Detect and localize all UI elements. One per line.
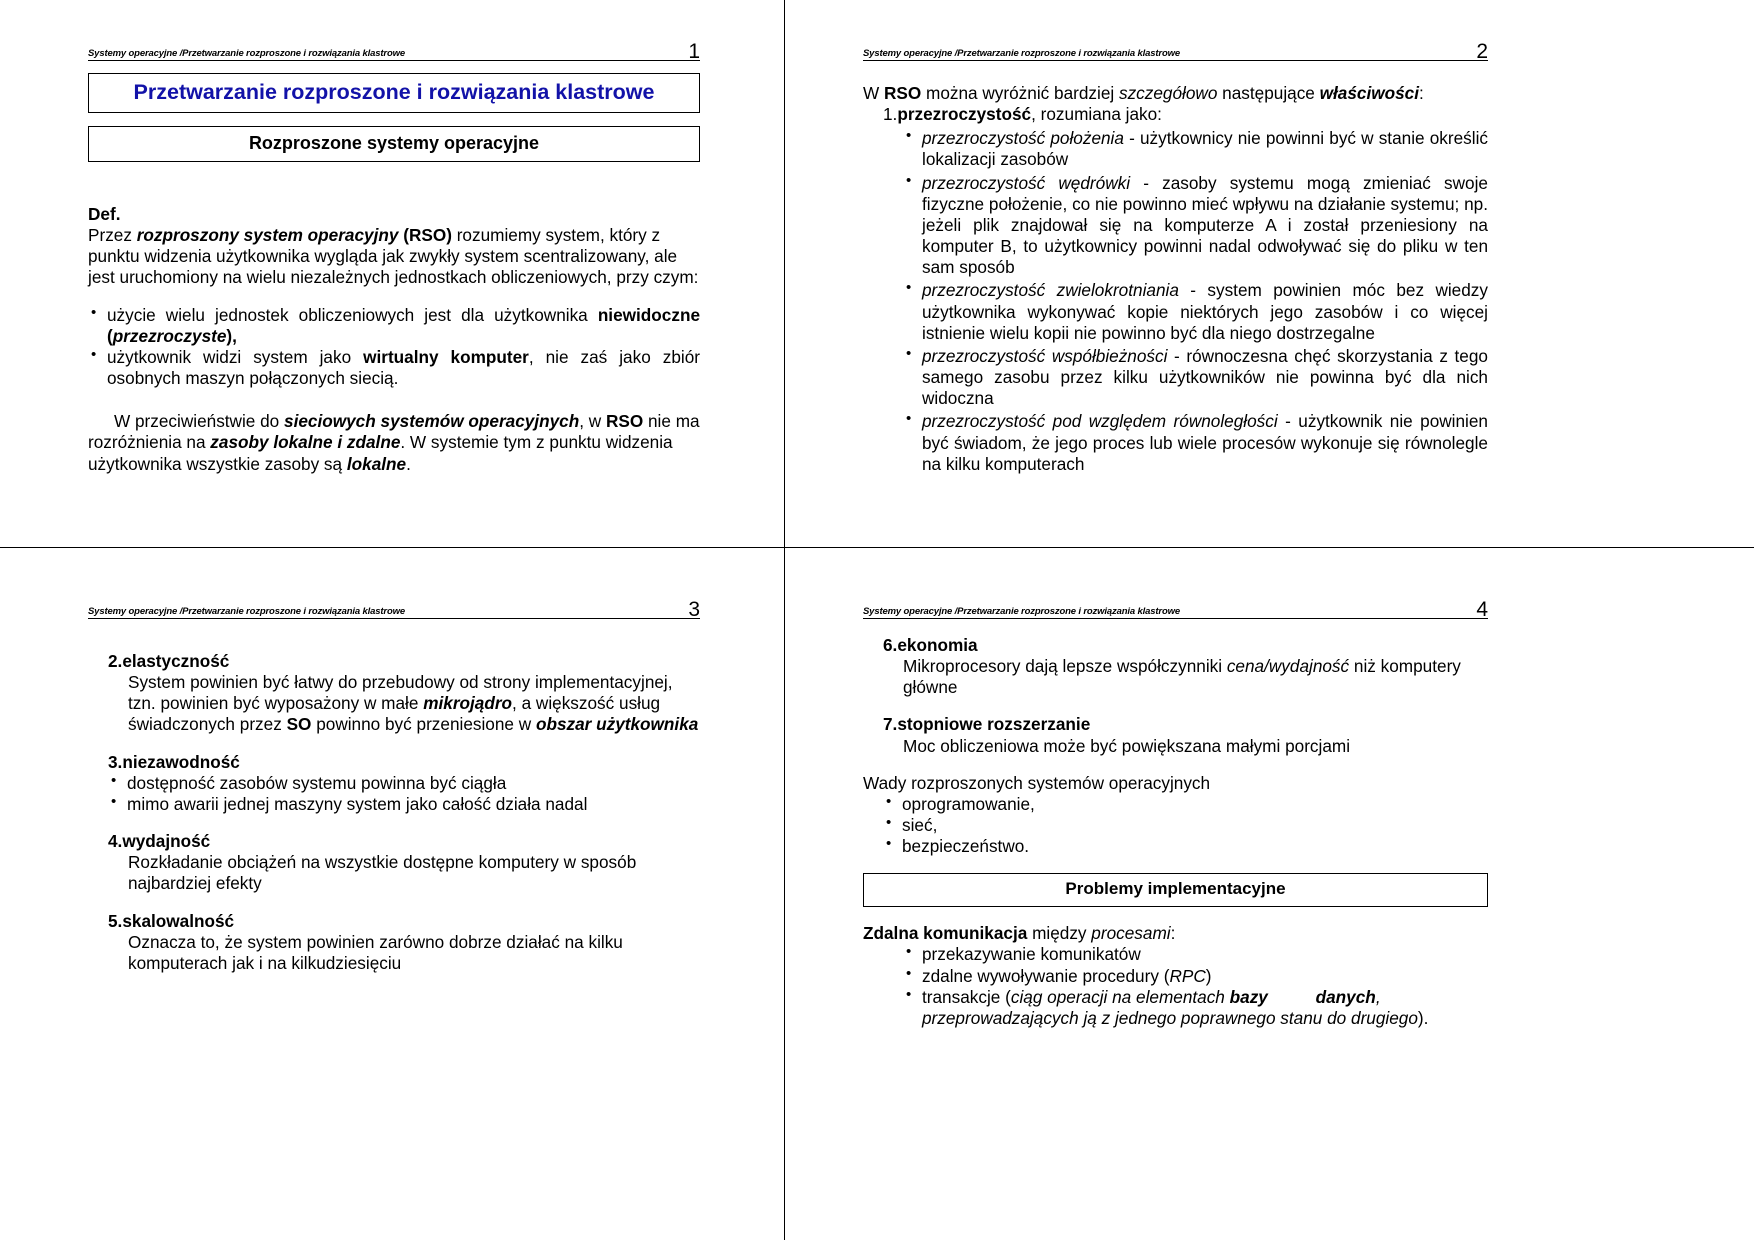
bullet-italic: RPC [1169, 965, 1206, 986]
intro-b1: RSO [884, 83, 922, 103]
section-heading [883, 714, 1488, 735]
closing-p5: . [406, 453, 411, 474]
section-number: 2. [108, 651, 123, 671]
slide-2-item-1 [883, 104, 1488, 125]
bullet-pre: zdalne wywoływanie procedury ( [922, 965, 1170, 986]
running-header-text: Systemy operacyjne /Przetwarzanie rozproszone i rozwiązania klastrowe [863, 48, 1180, 59]
section-number: 3. [108, 751, 123, 772]
body-p1: Mikroprocesory dają lepsze współczynniki [903, 656, 1227, 677]
section-number: 5. [108, 910, 123, 931]
list-item [903, 411, 1488, 474]
section-body: Moc obliczeniowa może być powiększana małymi porcjami [903, 735, 1351, 756]
bullet-pre: transakcje ( [922, 986, 1011, 1007]
bullet-1-pre: użycie wielu jednostek obliczeniowych jest dla użytkownika [107, 304, 598, 325]
bullet-rest: - system powinien móc bez wiedzy użytkownika wykonywać kopie niektórych jego zasobów i co więcej istnienie wielu kopii nie powinno być dla niego dostrzegalne [922, 280, 1488, 343]
bullet-bold-italic-2: danych [1315, 986, 1376, 1007]
section-body [128, 672, 700, 735]
closing-b1: RSO [605, 411, 644, 432]
section-number: 4. [108, 831, 123, 852]
section-title: ekonomia [897, 635, 978, 655]
bullet-2-post: , nie zaś jako zbiór osobnych maszyn połączonych siecią. [107, 346, 701, 389]
closing-bi3: lokalne [346, 453, 407, 474]
item-title: przezroczystość [897, 104, 1032, 125]
body-i1: cena/wydajność [1226, 656, 1350, 677]
running-header-text: Systemy operacyjne /Przetwarzanie rozproszone i rozwiązania klastrowe [88, 606, 405, 617]
section-heading [108, 831, 700, 852]
list-item [903, 966, 1488, 987]
slide-2-intro [863, 83, 1488, 104]
intro-p2: można wyróżnić bardziej [921, 83, 1119, 103]
section-title: niezawodność [122, 751, 240, 772]
bullet-2-pre: użytkownik widzi system jako [107, 346, 364, 367]
list-item [903, 346, 1488, 409]
section-body [903, 656, 1488, 698]
closing-p2: , w [579, 411, 606, 432]
section-skalowalnosc [108, 911, 700, 974]
flaws-list [883, 794, 1488, 857]
bullet-italic-2: , przeprowadzających ją z jednego poprawnego stanu do drugiego [922, 986, 1418, 1028]
def-emphasis: rozproszony system operacyjny [136, 225, 399, 246]
section-elastycznosc [108, 651, 700, 736]
list-item: • dostępność zasobów systemu powinna być ciągła [108, 773, 700, 794]
slide-1-body [88, 204, 700, 475]
list-item [903, 280, 1488, 343]
slide-2-header [863, 38, 1488, 61]
body-p3: powinno być przeniesione w [311, 714, 536, 735]
remote-heading [863, 923, 1488, 944]
list-item: • bezpieczeństwo. [883, 836, 1488, 857]
list-item: • sieć, [883, 815, 1488, 836]
list-item [903, 128, 1488, 170]
bullet-post: ). [1417, 1007, 1429, 1028]
closing-p1: W przeciwieństwie do [114, 411, 285, 432]
section-title: elastyczność [122, 651, 230, 671]
bullet-bold-italic: bazy [1229, 986, 1268, 1007]
section-number: 7. [883, 714, 898, 735]
bullet-rest: - zasoby systemu mogą zmieniać swoje fizyczne położenie, co nie powinno mieć wpływu na działanie systemu; np. jeżeli plik znajdował się na komputerze A i został przeniesiony na komputer B, to użytkownicy powinni nadal odwoływać się do pliku w ten sam sposób [922, 172, 1488, 278]
body-bi2: obszar użytkownika [535, 714, 699, 735]
bullet-1-post: ), [226, 325, 237, 346]
body-p2: , a większość usług świadczonych przez [128, 693, 661, 735]
item-title-rest: , rozumiana jako: [1031, 104, 1162, 125]
bullet-1-bold: niewidoczne ( [107, 304, 700, 346]
def-rest: rozumiemy system, który z punktu widzenia użytkownika wygląda jak zwykły system scentralizowany, ale jest uruchomiony na wielu niezależnych jednostkach obliczeniowych, przy czym: [88, 225, 699, 288]
section-title: skalowalność [122, 910, 235, 931]
flaws-heading: Wady rozproszonych systemów operacyjnych [863, 772, 1211, 793]
list-item: • mimo awarii jednej maszyny system jako całość działa nadal [108, 794, 700, 815]
def-abbrev: (RSO) [398, 225, 452, 246]
def-label: Def. [88, 204, 121, 224]
running-header-text: Systemy operacyjne /Przetwarzanie rozproszone i rozwiązania klastrowe [88, 48, 405, 59]
body-p2: niż komputery główne [903, 656, 1461, 698]
slide-1-header [88, 38, 700, 61]
slide-1-main-title: Przetwarzanie rozproszone i rozwiązania klastrowe [88, 73, 700, 113]
closing-bi2: zasoby lokalne i zdalne [210, 432, 401, 453]
slide-1-sub-title: Rozproszone systemy operacyjne [88, 126, 700, 162]
closing-p4: . W systemie tym z punktu widzenia użytkownika wszystkie zasoby są [88, 432, 673, 474]
bullet-italic: przezroczystość położenia [922, 128, 1124, 149]
intro-p3: następujące [1217, 83, 1320, 103]
list-item: • przekazywanie komunikatów [903, 944, 1488, 965]
bullet-rest: - użytkownicy nie powinni być w stanie określić lokalizacji zasobów [922, 128, 1488, 170]
list-item: • oprogramowanie, [883, 794, 1488, 815]
remote-bullets [903, 944, 1488, 1029]
body-bi1: mikrojądro [423, 693, 513, 714]
section-stopniowe-rozszerzanie [883, 714, 1488, 756]
remote-b1: Zdalna komunikacja [863, 923, 1028, 944]
bullet-rest: - równoczesna chęć skorzystania z tego samego zasobu przez kilku użytkowników nie powinna być dla nich widoczna [922, 345, 1488, 409]
slide-2 [785, 0, 1754, 547]
def-paragraph [88, 225, 700, 288]
slide-3-page-number: 3 [688, 598, 700, 621]
section-ekonomia [883, 635, 1488, 698]
section-body: Rozkładanie obciążeń na wszystkie dostępne komputery w sposób najbardziej efekty [128, 852, 637, 894]
slide-3-body [88, 651, 700, 974]
section-bullets [108, 773, 700, 815]
item-number: 1. [883, 104, 898, 125]
running-header-text: Systemy operacyjne /Przetwarzanie rozproszone i rozwiązania klastrowe [863, 606, 1180, 617]
intro-i1: szczegółowo [1118, 83, 1218, 103]
bullet-rest: - użytkownik nie powinien być świadom, że jego proces lub wiele procesów wykonuje się równolegle na kilku komputerach [922, 411, 1488, 474]
closing-p3: nie ma rozróżnienia na [88, 411, 700, 453]
list-item [88, 305, 700, 347]
section-number: 6. [883, 635, 898, 655]
intro-bi1: właściwości [1319, 83, 1419, 103]
slide-4-title-box: Problemy implementacyjne [863, 873, 1488, 907]
body-p1: System powinien być łatwy do przebudowy od strony implementacyjnej, tzn. powinien być wyposażony w małe [128, 672, 673, 714]
section-title: wydajność [122, 831, 211, 852]
list-item [88, 347, 700, 389]
remote-p2: : [1170, 923, 1176, 944]
section-heading [108, 911, 700, 932]
slide-4 [785, 548, 1754, 1240]
slide-1 [0, 0, 784, 547]
def-pre: Przez [88, 225, 137, 246]
body-b1: SO [286, 714, 312, 735]
slide-2-body [863, 83, 1488, 475]
slide-1-bullets [88, 305, 700, 390]
section-heading [108, 752, 700, 773]
slide-2-bullets [903, 128, 1488, 475]
slide-1-closing [88, 411, 700, 474]
slide-3 [0, 548, 784, 1240]
bullet-gap [1268, 987, 1316, 1007]
slide-4-page-number: 4 [1476, 598, 1488, 621]
intro-p4: : [1419, 83, 1424, 103]
bullet-italic: przezroczystość zwielokrotniania [922, 280, 1179, 301]
closing-bi1: sieciowych systemów operacyjnych [284, 411, 580, 432]
section-title: stopniowe rozszerzanie [897, 714, 1091, 735]
remote-i1: procesami [1091, 923, 1171, 944]
bullet-italic: przezroczystość wędrówki [922, 172, 1131, 193]
bullet-post: ) [1205, 965, 1212, 986]
list-item [903, 987, 1488, 1029]
bullet-2-bold: wirtualny komputer [363, 346, 529, 367]
intro-p1: W [863, 83, 884, 103]
slide-1-page-number: 1 [688, 40, 700, 63]
section-heading [883, 635, 1488, 656]
slide-2-page-number: 2 [1476, 40, 1488, 63]
slide-4-header [863, 596, 1488, 619]
section-wydajnosc [108, 831, 700, 894]
bullet-italic: ciąg operacji na elementach [1010, 986, 1230, 1007]
slide-3-header [88, 596, 700, 619]
bullet-1-bold-italic: przezroczyste [112, 325, 227, 346]
slide-4-body [863, 635, 1488, 1029]
remote-p1: między [1027, 923, 1092, 944]
list-item [903, 173, 1488, 279]
bullet-italic: przezroczystość współbieżności [922, 345, 1168, 366]
section-niezawodnosc [108, 752, 700, 815]
bullet-italic: przezroczystość pod względem równoległości [922, 411, 1278, 432]
section-heading [108, 651, 700, 672]
section-body: Oznacza to, że system powinien zarówno dobrze działać na kilku komputerach jak i na kilkudziesięciu [128, 931, 623, 973]
